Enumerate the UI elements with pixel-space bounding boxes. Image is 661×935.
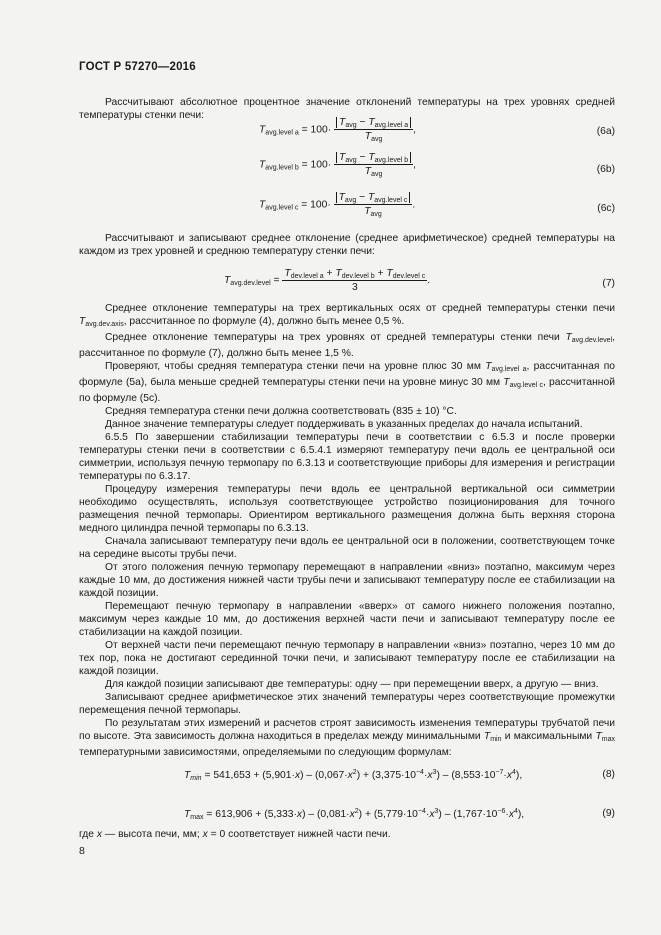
paragraph-7: Процедуру измерения температуры печи вдоль ее центральной вертикальной оси симметрии необходимо осуществлять, используя соответствующее устройство позиционирования для точного размещения печной термопары. Ориентиром вертикального размещения должна быть верхняя сторона медного цилиндра печной термопары по 6.3.13.: [79, 484, 615, 534]
paragraph-9: От этого положения печную термопару перемещают в направлении «вниз» поэтапно, максимум через каждые 10 мм, до достижения нижней части трубы печи и записывают температуру после ее стабилизации на каждой позиции.: [79, 562, 615, 599]
paragraph-6: 6.5.5 По завершении стабилизации температуры печи в соответствии с 6.5.3 и после проверки температуры стенки печи в соответствии с 6.5.4.1 измеряют температуру печи вдоль ее центральной оси симметрии, используя печную термопару по 6.3.13 и соответствующие приборы для измерения и регистрации температуры по 6.3.17.: [79, 432, 615, 482]
paragraph-text: Рассчитывают абсолютное процентное значение отклонений температуры на трех уровнях средней температуры стенки печи:: [79, 97, 615, 121]
paragraph-14: По результатам этих измерений и расчетов строят зависимость изменения температуры трубчатой печи по высоте. Эта зависимость должна находиться в пределах между минимальными $T_{min}$ и максимальными $T_{max}$ температурными зависимостями, определяемыми по следующим формулам:: [79, 718, 615, 758]
where-clause: [79, 828, 615, 841]
equation-6b: $T_{avg.level b} = 100\cdot$ $\frac{T_{avg} - T_{avg.level b}}{T_{avg}}$ ,: [259, 152, 416, 178]
paragraph-1: Среднее отклонение температуры на трех вертикальных осях от средней температуры стенки печи $T_{avg.dev.axis}$, рассчитанное по формуле (4), должно быть менее 0,5 %.: [79, 303, 615, 328]
where-text: где x — высота печи, мм; x = 0 соответствует нижней части печи.: [79, 829, 391, 840]
paragraph-11: От верхней части печи перемещают печную термопару в направлении «вниз» поэтапно, через 10 мм до тех пор, пока не достигают серединной точки печи, и записывают температуру после ее стабилизации на каждой позиции.: [79, 640, 615, 677]
equation-number-6a: (6а): [596, 126, 615, 137]
paragraph-5: Данное значение температуры следует поддерживать в указанных пределах до начала испытаний.: [105, 419, 583, 430]
paragraph-text: Рассчитывают и записывают среднее отклонение (среднее арифметическое) средней температуры на каждом из трех уровней и среднюю температуру стенки печи:: [79, 233, 615, 257]
intro-paragraph-2: [79, 232, 615, 258]
page-number: 8: [79, 845, 85, 857]
paragraph-13: Записывают среднее арифметическое этих значений температуры через соответствующие промежутки перемещения печной термопары.: [79, 692, 615, 716]
equation-8: $T_{min} = 541,653 + (5,901\cdot x) - (0,067\cdot x^2) + (3,375\cdot 10^{-4}\cdot x^3) - (8,553\cdot 10^{-7}\cdot x^4)$,: [184, 769, 523, 782]
paragraph-12: Для каждой позиции записывают две температуры: одну — при перемещении вверх, а другую — вниз.: [105, 679, 599, 690]
body-text: [79, 302, 615, 759]
equation-6a: $T_{avg.level a} = 100\cdot$ $\frac{T_{avg} - T_{avg.level a}}{T_{avg}}$ ,: [259, 117, 416, 143]
paragraph-2: Среднее отклонение температуры на трех уровнях от средней температуры стенки печи $T_{avg.dev.level}$, рассчитанное по формуле (7), должно быть менее 1,5 %.: [79, 332, 615, 359]
equation-number-9: (9): [602, 808, 615, 819]
paragraph-3: Проверяют, чтобы средняя температура стенки печи на уровне плюс 30 мм $T_{avg.level a}$, рассчитанная по формуле (5а), была меньше средней температуры стенки печи на уровне минус 30 мм $T_{avg.level c}$, рассчитанной по формуле (5с).: [79, 361, 615, 404]
equation-7: $T_{avg.dev.level}$ = $\frac{T_{dev.level a} + T_{dev.level b} + T_{dev.level c}}{3}$ .: [224, 268, 431, 293]
equation-number-8: (8): [602, 769, 615, 780]
paragraph-10: Перемещают печную термопару в направлении «вверх» от самого нижнего положения поэтапно, максимум через каждые 10 мм, до достижения верхней части печи и записывают температуру после ее стабилизации на каждой позиции.: [79, 601, 615, 638]
equation-number-7: (7): [602, 278, 615, 289]
equation-6c: $T_{avg.level c} = 100\cdot$ $\frac{T_{avg} - T_{avg.level c}}{T_{avg}}$ .: [259, 192, 416, 218]
paragraph-8: Сначала записывают температуру печи вдоль ее центральной оси в положении, соответствующем точке на середине высоты трубы печи.: [79, 536, 615, 560]
equation-9: $T_{max} = 613,906 + (5,333\cdot x) - (0,081\cdot x^2) + (5,779\cdot 10^{-4}\cdot x^3) - (1,767\cdot 10^{-6}\cdot x^4)$,: [184, 808, 525, 821]
paragraph-4: Средняя температура стенки печи должна соответствовать (835 ± 10) °С.: [105, 406, 457, 417]
equation-number-6b: (6b): [596, 164, 615, 175]
equation-number-6c: (6c): [597, 203, 615, 214]
document-header: ГОСТ Р 57270—2016: [79, 61, 196, 73]
